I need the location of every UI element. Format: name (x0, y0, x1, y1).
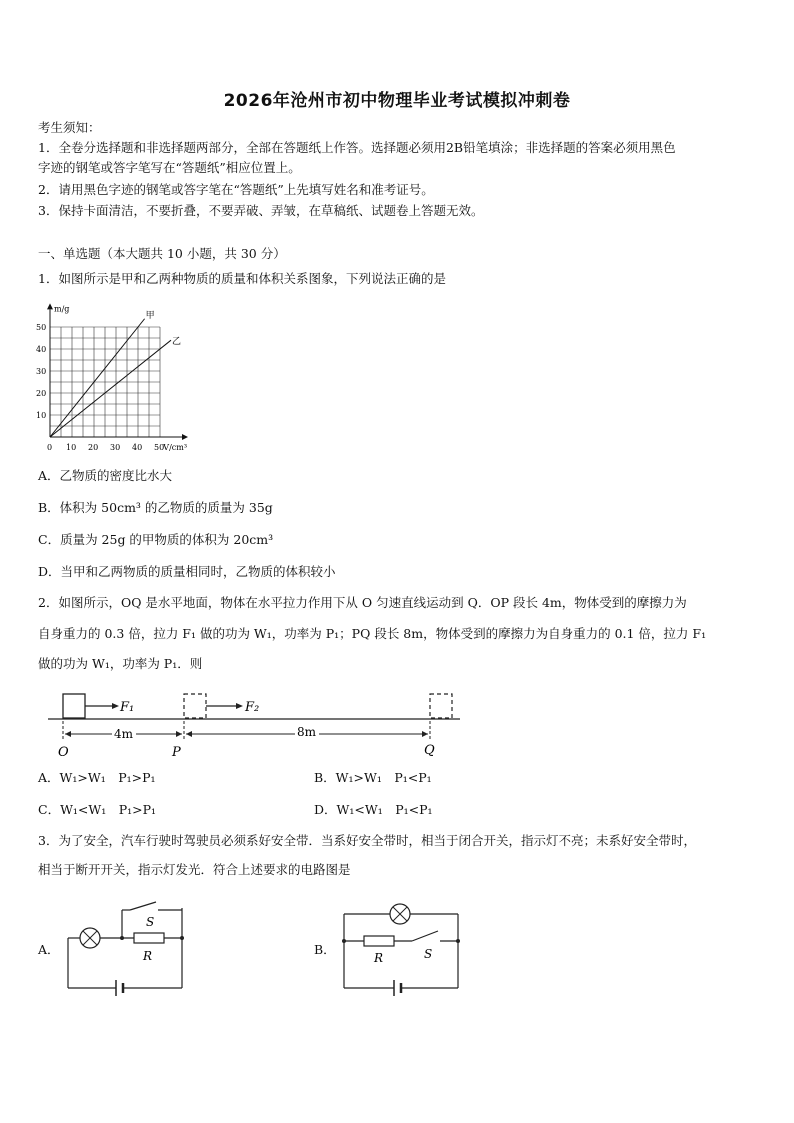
switch-icon (412, 931, 438, 941)
point-q: Q (424, 743, 435, 758)
notice-item-2: 2．请用黑色字迹的钢笔或答字笔在“答题纸”上先填写姓名和准考证号。 (38, 182, 434, 197)
x-tick-label: 10 (66, 443, 77, 452)
block-dashed-q (430, 694, 452, 718)
x-tick-label: 30 (110, 443, 121, 452)
series-label-1: 甲 (145, 310, 155, 321)
distance-pq: 8m (297, 725, 317, 739)
distance-op: 4m (114, 727, 134, 741)
q3-line-2: 相当于断开开关，指示灯发光．符合上述要求的电路图是 (38, 862, 351, 877)
y-tick-label: 30 (36, 367, 47, 376)
series-line-1 (50, 319, 145, 437)
label-s: S (146, 915, 155, 929)
resistor-icon (364, 936, 394, 946)
notice-heading: 考生须知： (38, 120, 101, 135)
motion-diagram (40, 686, 480, 762)
label-r: R (143, 949, 153, 963)
mass-volume-chart (34, 300, 214, 460)
label-s: S (424, 947, 433, 961)
series-line-2 (50, 340, 171, 437)
series-label-2: 乙 (172, 337, 182, 348)
switch-icon (130, 902, 156, 910)
q2-option-d: D．W₁<W₁ P₁<P₁ (314, 802, 433, 817)
x-tick-label: 40 (132, 443, 143, 452)
q1-option-d: D．当甲和乙两物质的质量相同时，乙物质的体积较小 (38, 564, 336, 579)
arrow-f2 (236, 703, 243, 709)
q1-option-a: A．乙物质的密度比水大 (38, 468, 173, 483)
q3-option-a-label: A． (38, 942, 60, 957)
page-title: 2026年沧州市初中物理毕业考试模拟冲刺卷 (223, 91, 571, 111)
label-f1: F₁ (120, 700, 135, 715)
point-o: O (58, 745, 69, 760)
x-axis-label: V/cm³ (163, 443, 188, 452)
block-dashed-p (184, 694, 206, 718)
x-tick-label: 0 (47, 443, 53, 452)
q2-line-1: 2．如图所示，OQ 是水平地面，物体在水平拉力作用下从 O 匀速直线运动到 Q．OP 段长 4m，物体受到的摩擦力为 (38, 595, 687, 610)
q2-option-a: A．W₁>W₁ P₁>P₁ (38, 770, 156, 785)
q3-line-1: 3．为了安全，汽车行驶时驾驶员必须系好安全带．当系好安全带时，相当于闭合开关，指示灯不亮；未系好安全带时， (38, 833, 696, 848)
q2-line-3: 做的功为 W₁，功率为 P₁．则 (38, 656, 203, 671)
notice-item-1-cont: 字迹的钢笔或答字笔写在“答题纸”相应位置上。 (38, 160, 301, 175)
label-f2: F₂ (245, 700, 260, 715)
block-solid (63, 694, 85, 718)
notice-item-1: 1．全卷分选择题和非选择题两部分，全部在答题纸上作答。选择题必须用2B铅笔填涂；非选择题的答案必须用黑色 (38, 140, 676, 155)
y-tick-label: 40 (36, 345, 47, 354)
label-r: R (374, 951, 384, 965)
x-tick-label: 50 (154, 443, 165, 452)
y-tick-label: 10 (36, 411, 47, 420)
q2-option-b: B．W₁>W₁ P₁<P₁ (314, 770, 432, 785)
section-heading: 一、单选题（本大题共 10 小题，共 30 分） (38, 246, 286, 261)
y-axis-label: m/g (54, 304, 70, 314)
y-tick-label: 20 (36, 389, 47, 398)
y-axis-arrow (47, 303, 53, 309)
resistor-icon (134, 933, 164, 943)
q2-option-c: C．W₁<W₁ P₁>P₁ (38, 802, 157, 817)
point-p: P (172, 745, 181, 760)
q1-option-c: C．质量为 25g 的甲物质的体积为 20cm³ (38, 532, 274, 547)
x-axis-arrow (182, 434, 188, 440)
notice-item-3: 3．保持卡面清洁，不要折叠，不要弄破、弄皱，在草稿纸、试题卷上答题无效。 (38, 203, 484, 218)
q1-stem: 1．如图所示是甲和乙两种物质的质量和体积关系图象，下列说法正确的是 (38, 271, 446, 286)
x-tick-label: 20 (88, 443, 99, 452)
circuit-a (60, 898, 190, 1002)
circuit-b (336, 898, 466, 1002)
q1-option-b: B．体积为 50cm³ 的乙物质的质量为 35g (38, 500, 273, 515)
arrow-f1 (112, 703, 119, 709)
q2-line-2: 自身重力的 0.3 倍，拉力 F₁ 做的功为 W₁，功率为 P₁；PQ 段长 8m，物体受到的摩擦力为自身重力的 0.1 倍，拉力 F₁ (38, 626, 707, 641)
y-tick-label: 50 (36, 323, 47, 332)
q3-option-b-label: B． (314, 942, 336, 957)
